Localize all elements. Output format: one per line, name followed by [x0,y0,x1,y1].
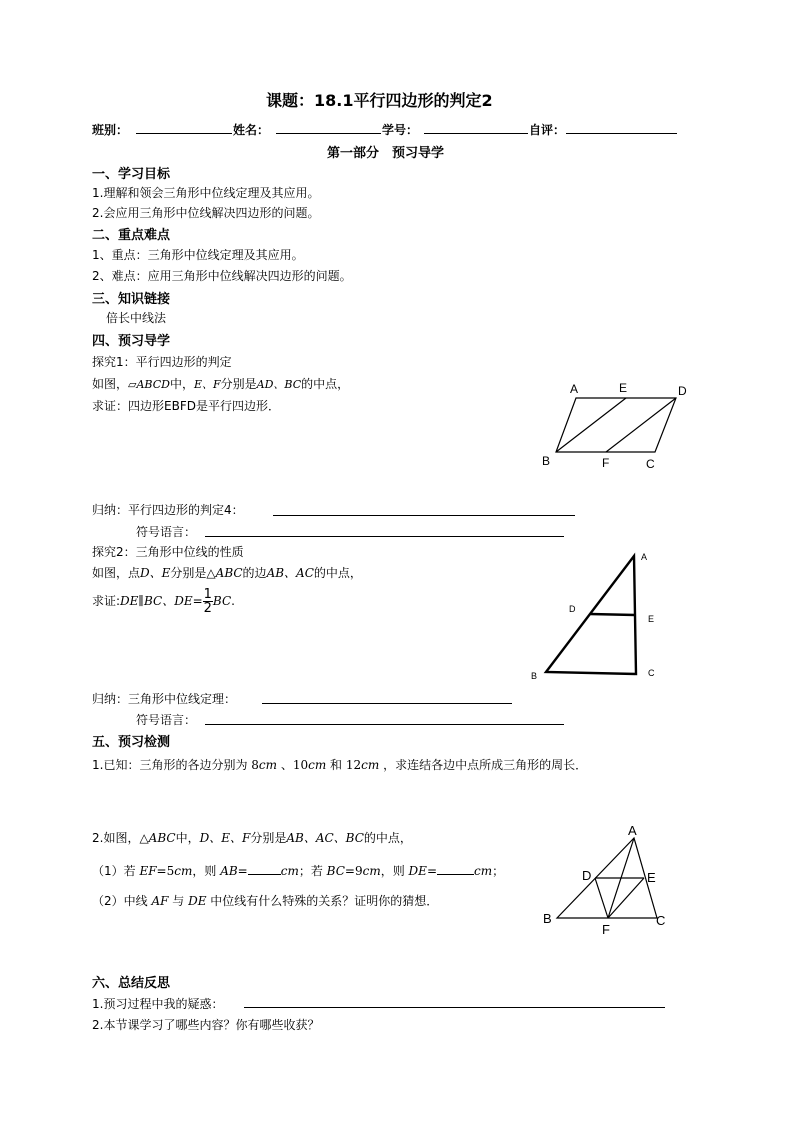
goal-item-2: 2.会应用三角形中位线解决四边形的问题。 [92,206,320,220]
id-blank[interactable] [424,133,528,134]
explore1-line2: 求证：四边形EBFD是平行四边形． [92,399,280,413]
parallelogram-figure [536,376,696,472]
eval-label: 自评： [529,123,566,137]
check-question-2: 2.如图，△ABC中，D、E、F分别是AB、AC、BC的中点， [92,831,412,845]
reflection-question-2: 2.本节课学习了哪些内容？你有哪些收获？ [92,1018,320,1032]
label-e: E [648,614,655,624]
name-label: 姓名： [233,123,270,137]
label-d: D [678,384,687,398]
section-heading-2: 二、重点难点 [92,228,171,243]
summary1-symbol-label: 符号语言： [136,525,197,539]
explore2-line1: 如图，点D、E分别是△ABC的边AB、AC的中点， [92,566,362,580]
knowledge-link: 倍长中线法 [106,311,167,325]
summary2-blank[interactable] [262,703,512,704]
page-title: 课题：18.1平行四边形的判定2 [266,91,493,110]
fraction-one-half: $\frac{1}{2}$ [203,587,212,616]
label-a: A [570,382,579,396]
label-c: C [646,457,655,471]
label-c: C [648,668,655,678]
label-b: B [543,911,552,926]
summary2-label: 归纳：三角形中位线定理： [92,692,237,706]
section-heading-3: 三、知识链接 [92,292,171,307]
triangle-midline-figure [526,548,666,684]
label-e: E [619,381,628,395]
reflection-blank[interactable] [244,1007,665,1008]
summary1-label: 归纳：平行四边形的判定4： [92,503,244,517]
class-blank[interactable] [136,133,232,134]
midline-de [590,614,635,615]
label-f: F [602,456,610,470]
summary2-symbol-label: 符号语言： [136,713,197,727]
reflection-question-1: 1.预习过程中我的疑惑： [92,997,224,1011]
section-heading-6: 六、总结反思 [92,976,171,991]
segment-ef [608,878,644,918]
check-question-2-part1: （1）若 EF=5cm，则 AB= cm；若 BC=9cm，则 DE= cm； [92,861,504,879]
label-d: D [582,868,592,883]
label-f: F [602,922,610,937]
explore1-line1: 如图，▱ABCD中，E、F分别是AD、BC的中点， [92,377,350,391]
label-c: C [656,913,666,928]
explore2-title: 探究2：三角形中位线的性质 [92,545,244,559]
ab-answer-blank[interactable] [248,861,281,875]
label-e: E [647,870,656,885]
check-question-1: 1.已知：三角形的各边分别为 8cm 、10cm 和 12cm ，求连结各边中点所成三角形的周长． [92,758,588,772]
label-a: A [641,552,648,562]
class-label: 班别： [92,123,129,137]
name-blank[interactable] [276,133,381,134]
de-answer-blank[interactable] [437,861,474,875]
explore1-title: 探究1：平行四边形的判定 [92,355,232,369]
part-heading: 第一部分 预习导学 [327,146,445,161]
label-b: B [542,454,551,468]
summary2-symbol-blank[interactable] [205,724,564,725]
label-b: B [531,671,538,681]
section-heading-1: 一、学习目标 [92,167,171,182]
label-a: A [628,823,637,838]
goal-item-1: 1.理解和领会三角形中位线定理及其应用。 [92,186,320,200]
key-point-1: 1、重点：三角形中位线定理及其应用。 [92,248,304,262]
eval-blank[interactable] [566,133,677,134]
check-question-2-part2: （2）中线 AF 与 DE 中位线有什么特殊的关系？证明你的猜想． [92,894,439,908]
explore2-line2: 求证:DE∥BC、DE= $\frac{1}{2}$ BC. [92,587,235,616]
segment-df [595,878,608,918]
id-label: 学号： [382,123,419,137]
section-heading-4: 四、预习导学 [92,334,171,349]
summary1-symbol-blank[interactable] [205,536,564,537]
triangle-midpoints-figure [540,822,674,938]
section-heading-5: 五、预习检测 [92,735,171,750]
key-point-2: 2、难点：应用三角形中位线解决四边形的问题。 [92,269,352,283]
summary1-blank[interactable] [273,515,575,516]
label-d: D [569,604,576,614]
